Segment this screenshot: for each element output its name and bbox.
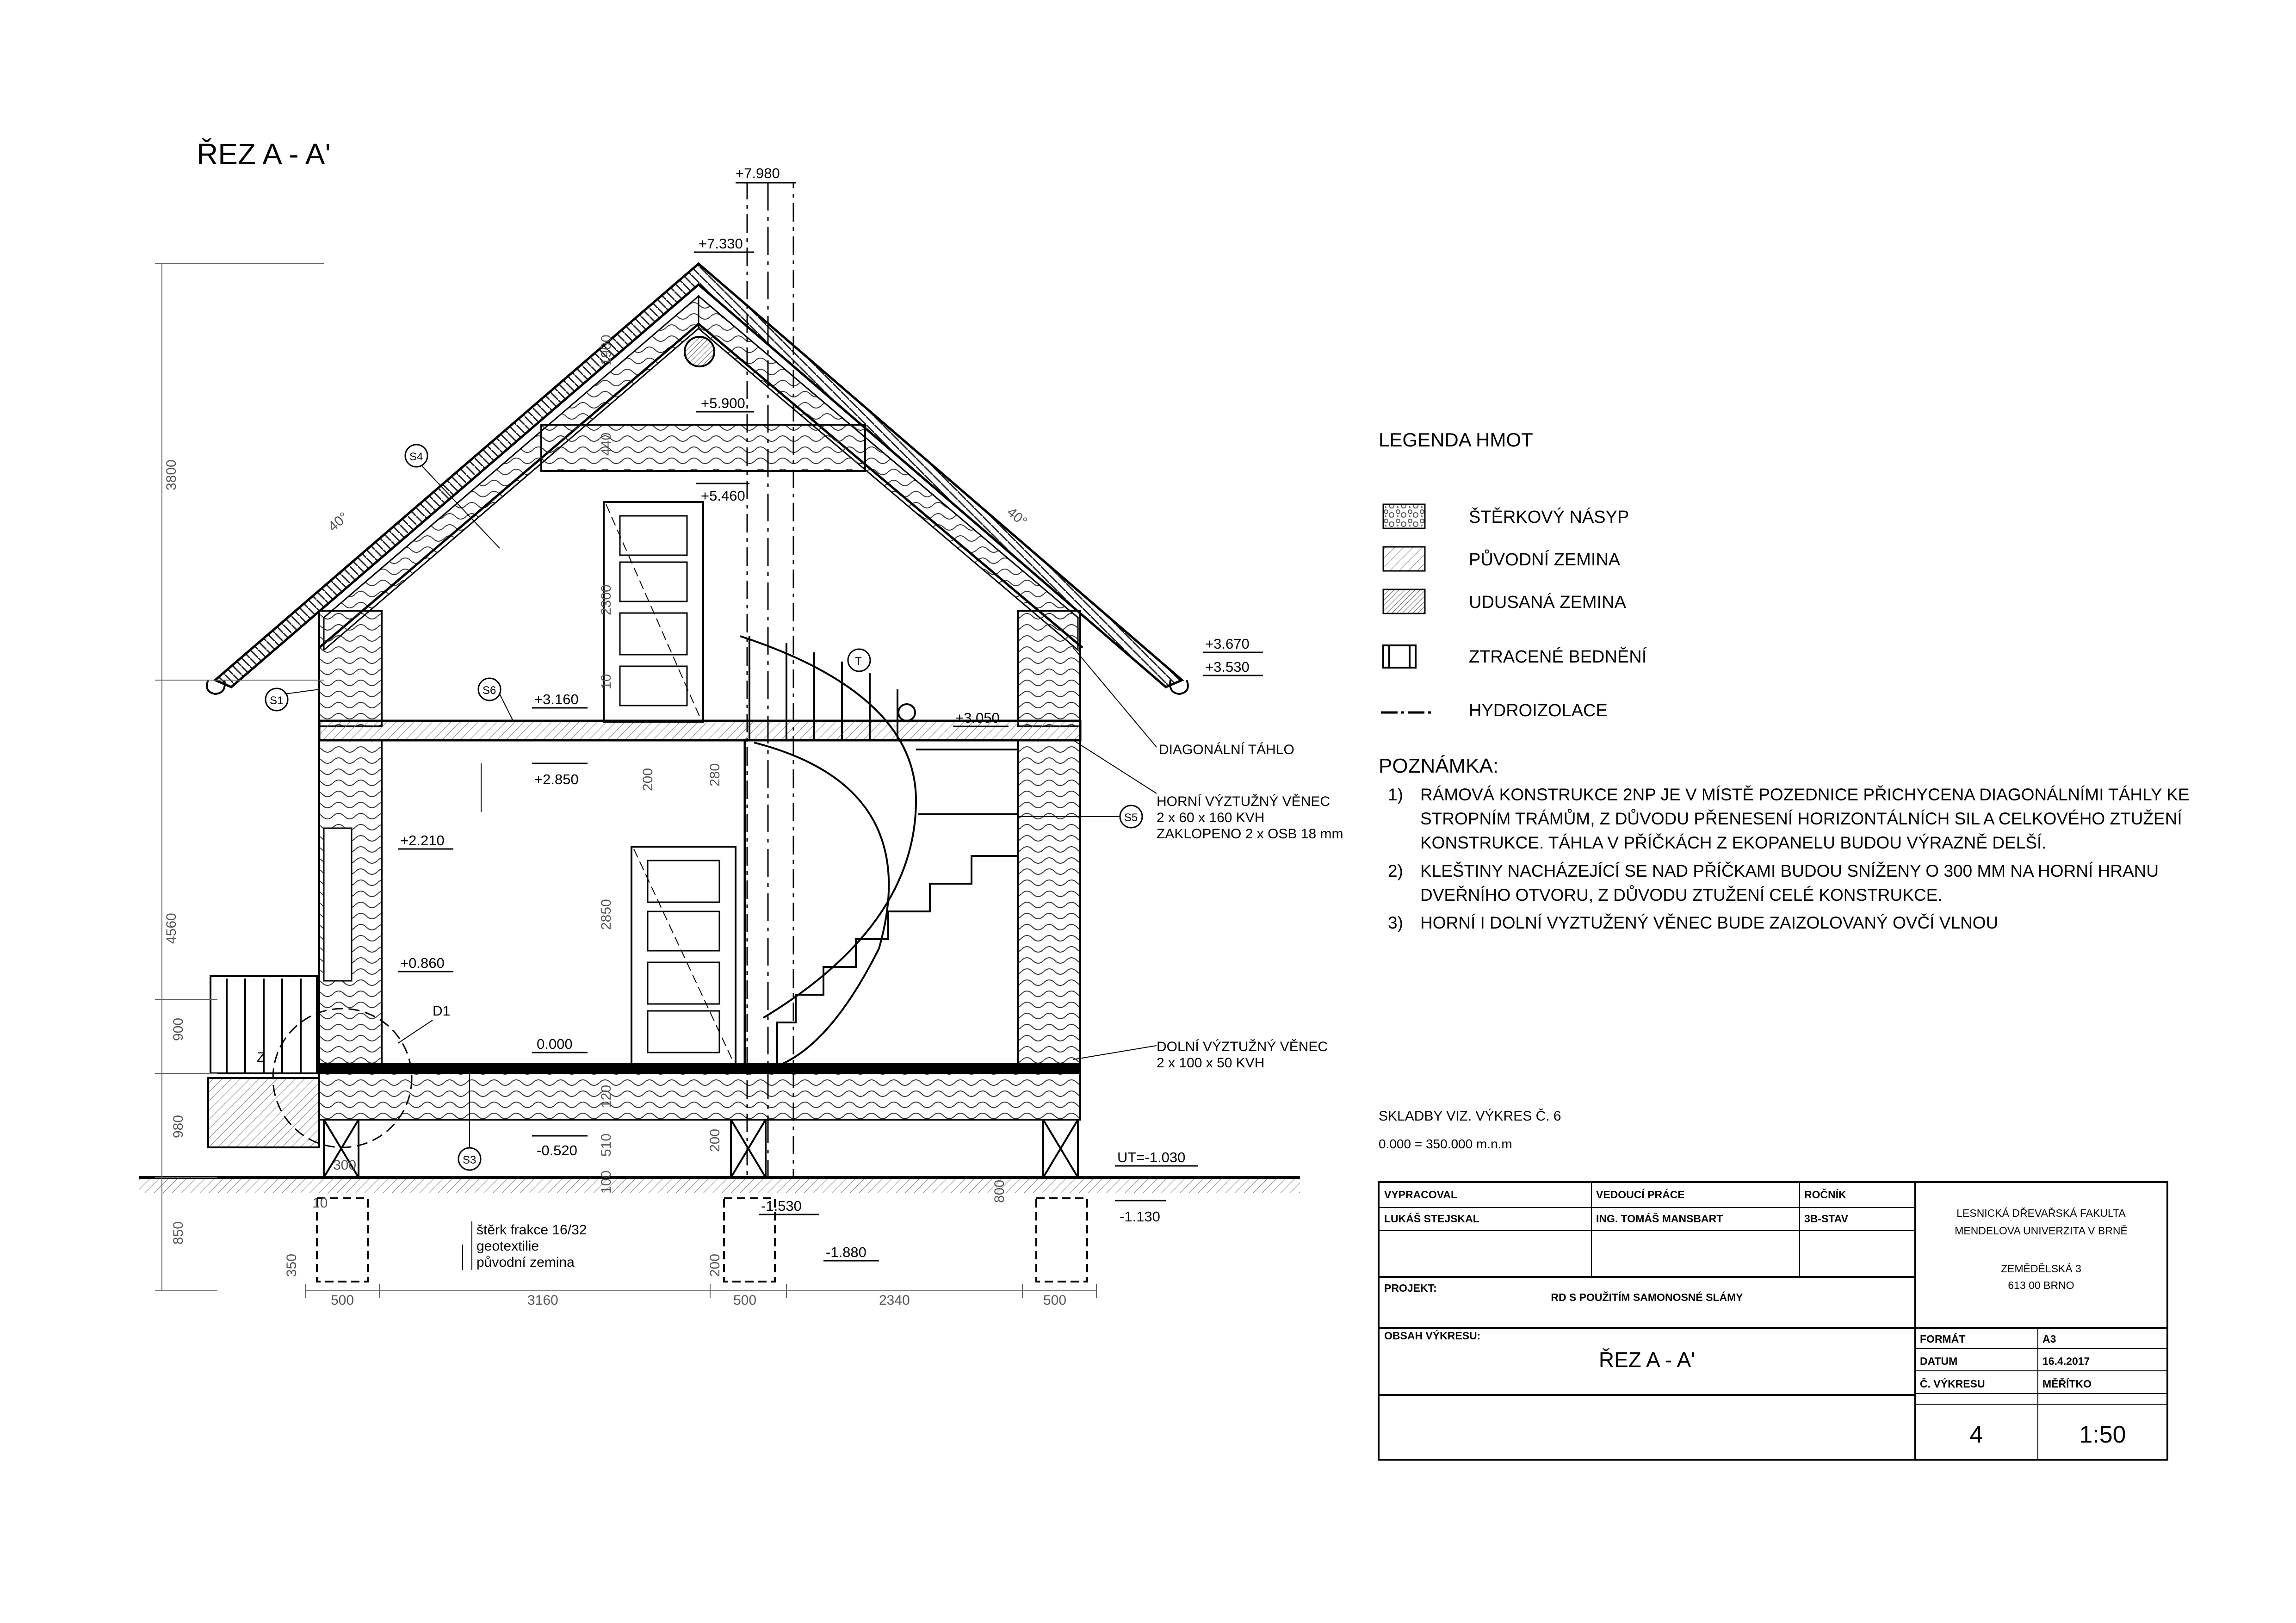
notes	[1379, 755, 2190, 1151]
note-3-line-1: HORNÍ I DOLNÍ VYZTUŽENÝ VĚNEC BUDE ZAIZOLOVANÝ OVČÍ VLNOU	[1420, 913, 1999, 932]
callout-upper-beam-2: 2 x 60 x 160 KVH	[1157, 810, 1265, 825]
note-3-num: 3)	[1388, 913, 1403, 932]
dim-inner-10: 10	[599, 674, 614, 689]
door-attic	[604, 502, 703, 722]
level-window-sill: +0.860	[400, 955, 445, 971]
legend-item-gravel: ŠTĚRKOVÝ NÁSYP	[1469, 508, 1629, 527]
level-ceiling-1np: +2.850	[534, 771, 579, 787]
attic-vent-icon	[685, 337, 714, 366]
legend-item-formwork: ZTRACENÉ BEDNĚNÍ	[1469, 647, 1647, 667]
tb-v-cislo: 4	[1969, 1421, 1983, 1448]
tb-h-vedouci: VEDOUCÍ PRÁCE	[1596, 1189, 1685, 1201]
staircase	[740, 636, 1018, 1064]
marker-s5: S5	[1124, 812, 1138, 824]
level-landing: +3.050	[955, 710, 1000, 726]
drawing-title: ŘEZ A - A'	[197, 137, 331, 171]
callout-foundation-1: štěrk frakce 16/32	[477, 1222, 587, 1238]
tb-v-datum: 16.4.2017	[2042, 1355, 2090, 1367]
dim-inner-200b: 200	[707, 1128, 723, 1152]
tb-school-4: 613 00 BRNO	[2008, 1279, 2074, 1291]
newel-post-icon	[898, 704, 915, 721]
dim-3800: 3800	[164, 459, 179, 490]
wall-right-2np	[1018, 611, 1080, 726]
marker-s4: S4	[409, 451, 423, 463]
dim-inner-800: 800	[992, 1179, 1007, 1203]
gravel-fill-icon	[1383, 504, 1425, 528]
legend-item-compacted: UDUSANÁ ZEMINA	[1469, 593, 1626, 612]
level-attic-ceiling: +5.460	[701, 488, 745, 504]
dim-bottom-3160: 3160	[527, 1293, 558, 1308]
tb-h-obsah: OBSAH VÝKRESU:	[1384, 1330, 1481, 1342]
callout-foundation-3: původní zemina	[477, 1255, 575, 1270]
dim-inner-2850: 2850	[599, 899, 614, 930]
note-1-num: 1)	[1388, 785, 1403, 804]
dim-inner-1900: 1900	[599, 335, 614, 365]
callout-lower-beam-1: DOLNÍ VÝZTUŽNÝ VĚNEC	[1157, 1039, 1328, 1054]
level-chimney-top: +7.980	[736, 165, 780, 181]
tb-v-vypracoval: LUKÁŠ STEJSKAL	[1384, 1213, 1479, 1225]
level-footing-bottom: -1.880	[826, 1244, 866, 1260]
foundations	[273, 1009, 1087, 1282]
tb-school-3: ZEMĚDĚLSKÁ 3	[2001, 1263, 2081, 1275]
dim-inner-350: 350	[284, 1253, 299, 1277]
level-eave-bottom: +3.530	[1205, 659, 1250, 675]
tb-h-rocnik: ROČNÍK	[1804, 1189, 1846, 1201]
tb-h-projekt: PROJEKT:	[1384, 1282, 1437, 1294]
tb-h-datum: DATUM	[1920, 1355, 1958, 1367]
dim-bottom-2340: 2340	[879, 1293, 910, 1308]
level-ridge: +7.330	[699, 235, 743, 252]
tb-school-2: MENDELOVA UNIVERZITA V BRNĚ	[1955, 1225, 2128, 1237]
level-footing-mid: -1.530	[761, 1198, 802, 1214]
soil-hatch-icon	[1383, 547, 1425, 571]
callout-lower-beam-2: 2 x 100 x 50 KVH	[1157, 1055, 1265, 1071]
dim-900: 900	[171, 1017, 186, 1041]
tb-h-cislo: Č. VÝKRESU	[1920, 1378, 1985, 1390]
dim-bottom-500c: 500	[1043, 1293, 1067, 1308]
dim-inner-120: 120	[599, 1084, 614, 1108]
callout-upper-beam-1: HORNÍ VÝZTUŽNÝ VĚNEC	[1157, 794, 1331, 809]
terrain-hatch	[139, 1179, 1300, 1193]
tb-v-obsah: ŘEZ A - A'	[1598, 1348, 1696, 1372]
note-2-line-2: DVEŘNÍHO OTVORU, Z DŮVODU ZTUŽENÍ CELÉ KONSTRUKCE.	[1420, 886, 1943, 904]
dim-bottom-500b: 500	[733, 1293, 757, 1308]
title-block	[1379, 1182, 2167, 1460]
formwork-icon	[1383, 645, 1416, 668]
level-terrain-below: -1.130	[1120, 1208, 1160, 1225]
note-1-line-2: STROPNÍM TRÁMŮM, Z DŮVODU PŘENESENÍ HORIZONTÁLNÍCH SIL A CELKOVÉHO ZTUŽENÍ	[1420, 809, 2182, 828]
dim-inner-200a: 200	[640, 768, 656, 791]
legend-item-soil: PŮVODNÍ ZEMINA	[1469, 550, 1621, 570]
dim-bottom-500a: 500	[331, 1293, 354, 1308]
level-under-floor: -0.520	[537, 1142, 577, 1158]
dim-inner-510: 510	[599, 1133, 614, 1157]
level-floor-2np: +3.160	[534, 691, 579, 707]
marker-s6: S6	[483, 684, 496, 697]
tb-v-format: A3	[2042, 1333, 2056, 1345]
level-floor-1np: 0.000	[537, 1036, 573, 1052]
datum-level-note: 0.000 = 350.000 m.n.m	[1379, 1137, 1512, 1151]
floor-insulation	[319, 1073, 1080, 1120]
callout-diagonal: DIAGONÁLNÍ TÁHLO	[1159, 742, 1294, 757]
callout-upper-beam-3: ZAKLOPENO 2 x OSB 18 mm	[1157, 826, 1343, 842]
legend-title: LEGENDA HMOT	[1379, 429, 1533, 451]
dim-inner-440: 440	[599, 432, 614, 456]
dim-980: 980	[171, 1115, 186, 1138]
tb-v-vedouci: ING. TOMÁŠ MANSBART	[1596, 1213, 1723, 1225]
skladby-note: SKLADBY VIZ. VÝKRES Č. 6	[1379, 1109, 1561, 1124]
marker-t: T	[855, 655, 862, 668]
floor-1np	[319, 1064, 1080, 1073]
dim-inner-200c: 200	[707, 1253, 723, 1277]
tb-v-projekt: RD S POUŽITÍM SAMONOSNÉ SLÁMY	[1551, 1291, 1743, 1303]
roof-angle-right: 40°	[1004, 504, 1030, 530]
note-1-line-3: KONSTRUKCE. TÁHLA V PŘÍČKÁCH Z EKOPANELU BUDOU VÝRAZNĚ DELŠÍ.	[1420, 833, 2047, 852]
wall-right-1np	[1018, 740, 1080, 1071]
marker-z: Z	[257, 1050, 266, 1065]
door-1np	[631, 847, 736, 1064]
collar-insulation	[541, 425, 865, 471]
tb-h-format: FORMÁT	[1920, 1333, 1966, 1345]
compacted-soil-icon	[1383, 589, 1425, 613]
level-eave-top: +3.670	[1205, 636, 1250, 652]
legend-item-waterproofing: HYDROIZOLACE	[1469, 701, 1608, 720]
dim-inner-10b: 10	[312, 1196, 328, 1211]
tb-v-meritko: 1:50	[2079, 1421, 2126, 1448]
tb-school-1: LESNICKÁ DŘEVAŘSKÁ FAKULTA	[1956, 1207, 2126, 1219]
dim-inner-2300: 2300	[599, 584, 614, 615]
level-terrain: UT=-1.030	[1117, 1149, 1186, 1165]
dim-inner-100: 100	[599, 1170, 614, 1194]
tb-h-meritko: MĚŘÍTKO	[2042, 1378, 2092, 1390]
level-window-top: +2.210	[400, 832, 445, 849]
note-2-line-1: KLEŠTINY NACHÁZEJÍCÍ SE NAD PŘÍČKAMI BUDOU SNÍŽENY O 300 MM NA HORNÍ HRANU	[1420, 861, 2159, 880]
dim-4560: 4560	[164, 913, 179, 944]
dim-850: 850	[171, 1221, 186, 1245]
wall-left-2np	[319, 611, 382, 726]
roof-angle-left: 40°	[325, 509, 352, 535]
marker-s1: S1	[270, 694, 284, 707]
marker-d1: D1	[433, 1004, 451, 1019]
bottom-dimension-line	[305, 1284, 1096, 1298]
note-1-line-1: RÁMOVÁ KONSTRUKCE 2NP JE V MÍSTĚ POZEDNICE PŘICHYCENA DIAGONÁLNÍMI TÁHLY KE	[1420, 785, 2190, 804]
callout-foundation-2: geotextilie	[477, 1239, 539, 1254]
level-collar: +5.900	[701, 395, 745, 411]
marker-s3: S3	[463, 1154, 477, 1166]
note-2-num: 2)	[1388, 861, 1403, 880]
dim-inner-280: 280	[707, 763, 723, 787]
legend	[1379, 429, 1647, 720]
dim-inner-300: 300	[333, 1158, 357, 1173]
tb-h-vypracoval: VYPRACOVAL	[1384, 1189, 1458, 1201]
notes-title: POZNÁMKA:	[1379, 755, 1499, 777]
tb-v-rocnik: 3B-STAV	[1804, 1213, 1848, 1225]
window-left	[324, 828, 352, 981]
